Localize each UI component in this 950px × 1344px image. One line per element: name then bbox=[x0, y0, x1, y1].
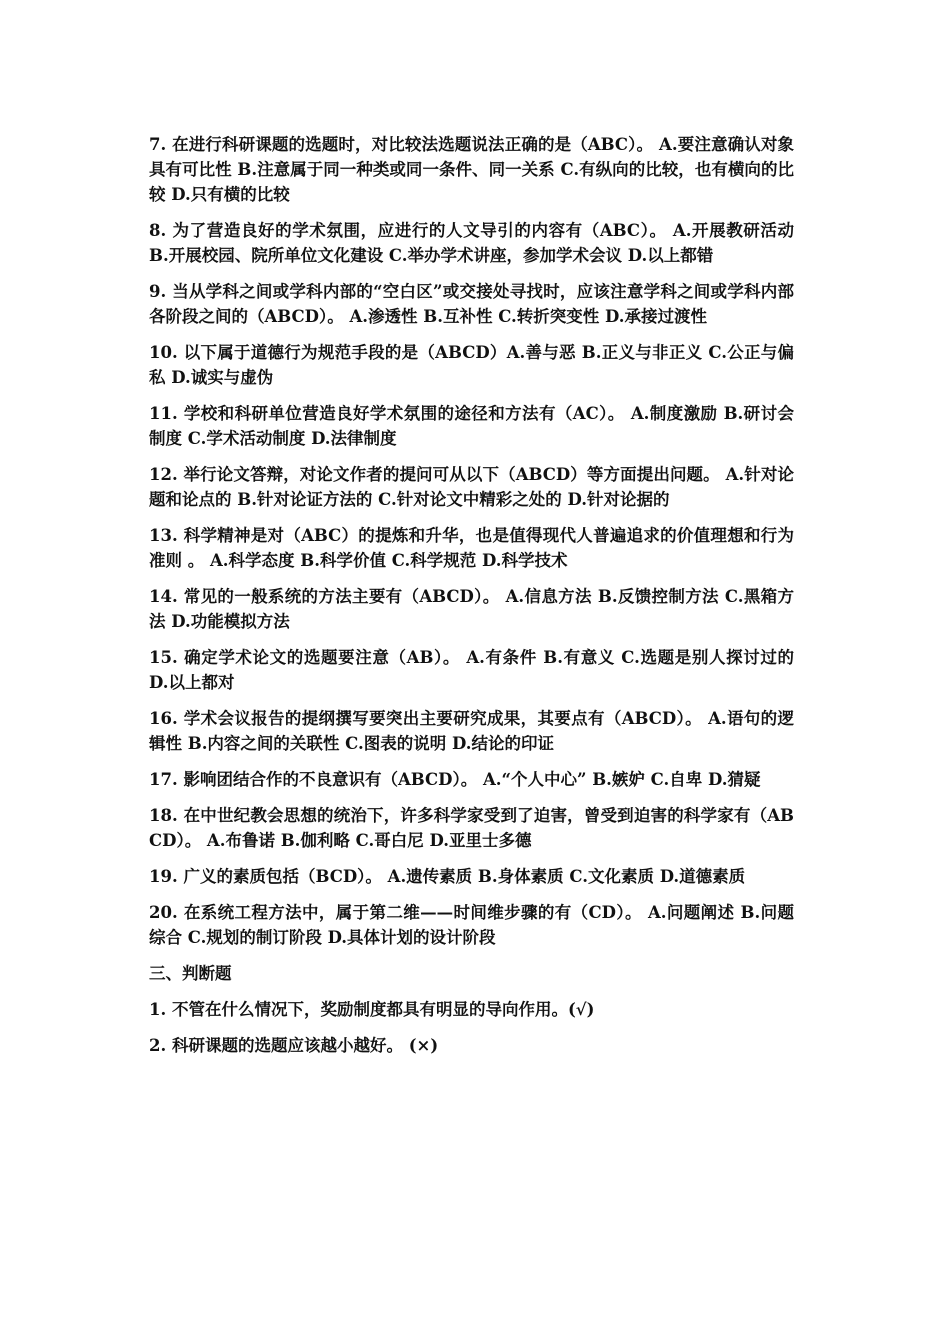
question-13: 13. 科学精神是对（ABC）的提炼和升华，也是值得现代人普遍追求的价值理想和行为准则 。 A.科学态度 B.科学价值 C.科学规范 D.科学技术 bbox=[149, 526, 794, 570]
question-12: 12. 举行论文答辩，对论文作者的提问可从以下（ABCD）等方面提出问题。 A.针对论题和论点的 B.针对论证方法的 C.针对论文中精彩之处的 D.针对论据的 bbox=[149, 465, 794, 509]
question-15: 15. 确定学术论文的选题要注意（AB）。 A.有条件 B.有意义 C.选题是别人探讨过的 D.以上都对 bbox=[149, 648, 794, 692]
question-20: 20. 在系统工程方法中，属于第二维——时间维步骤的有（CD）。 A.问题阐述 B.问题综合 C.规划的制订阶段 D.具体计划的设计阶段 bbox=[149, 903, 794, 947]
document-content bbox=[149, 132, 794, 1069]
question-17: 17. 影响团结合作的不良意识有（ABCD）。 A.“个人中心” B.嫉妒 C.自卑 D.猜疑 bbox=[149, 770, 761, 789]
question-19: 19. 广义的素质包括（BCD）。 A.遗传素质 B.身体素质 C.文化素质 D.道德素质 bbox=[149, 867, 746, 886]
question-11: 11. 学校和科研单位营造良好学术氛围的途径和方法有（AC）。 A.制度激励 B.研讨会制度 C.学术活动制度 D.法律制度 bbox=[149, 404, 794, 448]
judgment-1: 1. 不管在什么情况下，奖励制度都具有明显的导向作用。(√) bbox=[149, 1000, 595, 1019]
question-10: 10. 以下属于道德行为规范手段的是（ABCD）A.善与恶 B.正义与非正义 C.公正与偏私 D.诚实与虚伪 bbox=[149, 343, 794, 387]
question-16: 16. 学术会议报告的提纲撰写要突出主要研究成果，其要点有（ABCD）。 A.语句的逻辑性 B.内容之间的关联性 C.图表的说明 D.结论的印证 bbox=[149, 709, 794, 753]
question-8: 8. 为了营造良好的学术氛围，应进行的人文导引的内容有（ABC）。 A.开展教研活动 B.开展校园、院所单位文化建设 C.举办学术讲座，参加学术会议 D.以上都错 bbox=[149, 221, 794, 265]
section-heading: 三、判断题 bbox=[149, 964, 232, 983]
question-14: 14. 常见的一般系统的方法主要有（ABCD）。 A.信息方法 B.反馈控制方法 C.黑箱方法 D.功能模拟方法 bbox=[149, 587, 794, 631]
judgment-2: 2. 科研课题的选题应该越小越好。 (×) bbox=[149, 1036, 439, 1055]
question-18: 18. 在中世纪教会思想的统治下，许多科学家受到了迫害，曾受到迫害的科学家有（ABCD）。 A.布鲁诺 B.伽利略 C.哥白尼 D.亚里士多德 bbox=[149, 806, 794, 850]
question-9: 9. 当从学科之间或学科内部的“空白区”或交接处寻找时，应该注意学科之间或学科内部各阶段之间的（ABCD）。 A.渗透性 B.互补性 C.转折突变性 D.承接过渡性 bbox=[149, 282, 794, 326]
question-7: 7. 在进行科研课题的选题时，对比较法选题说法正确的是（ABC）。 A.要注意确认对象具有可比性 B.注意属于同一种类或同一条件、同一关系 C.有纵向的比较，也有横向的比较 D.只有横的比较 bbox=[149, 135, 794, 204]
